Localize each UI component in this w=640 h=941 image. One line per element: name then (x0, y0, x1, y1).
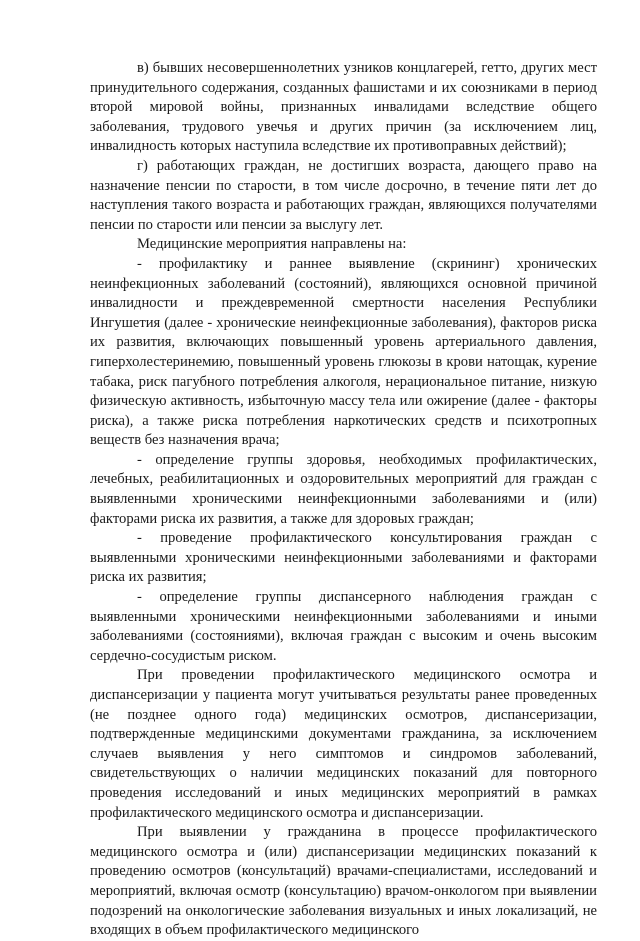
document-body (90, 59, 597, 941)
paragraph-item-v: в) бывших несовершеннолетних узников концлагерей, гетто, других мест принудительного содержания, созданных фашистами и их союзниками в период второй мировой войны, признанных инвалидами вследствие общего заболевания, трудового увечья и других причин (за исключением лиц, инвалидность которых наступила вследствие их противоправных действий); (90, 60, 597, 155)
paragraph-health-group: - определение группы здоровья, необходимых профилактических, лечебных, реабилитационных и оздоровительных мероприятий для граждан с выявленными хроническими неинфекционными заболеваниями и (или) факторами риска их развития, а также для здоровых граждан; (90, 451, 597, 527)
paragraph-item-g: г) работающих граждан, не достигших возраста, дающего право на назначение пенсии по старости, в том числе досрочно, в течение пяти лет до наступления такого возраста и работающих граждан, являющихся получателями пенсии по старости или пенсии за выслугу лет. (90, 157, 597, 233)
paragraph-measures-intro: Медицинские мероприятия направлены на: (137, 236, 407, 253)
paragraph-consulting: - проведение профилактического консультирования граждан с выявленными хроническими неинфекционными заболеваниями и факторами риска их развития; (90, 530, 597, 586)
paragraph-referral: При выявлении у гражданина в процессе профилактического медицинского осмотра и (или) диспансеризации медицинских показаний к проведению осмотров (консультаций) врачами-специалистами, исследований и мероприятий, включая осмотр (консультацию) врачом-онкологом при выявлении подозрений на онкологические заболевания визуальных и иных локализаций, не входящих в объем профилактического медицинского (90, 824, 597, 939)
paragraph-prevention-screening: - профилактику и раннее выявление (скрининг) хронических неинфекционных заболеваний (состояний), являющихся основной причиной инвалидности и преждевременной смертности населения Республики Ингушетия (далее - хронические неинфекционные заболевания), факторов риска их развития, включающих повышенный уровень артериального давления, гиперхолестеринемию, повышенный уровень глюкозы в крови натощак, курение табака, риск пагубного потребления алкоголя, нерациональное питание, низкую физическую активность, избыточную массу тела или ожирение (далее - факторы риска), а также риска потребления наркотических средств и психотропных веществ без назначения врача; (90, 255, 597, 449)
paragraph-previous-results: При проведении профилактического медицинского осмотра и диспансеризации у пациента могут учитываться результаты ранее проведенных (не позднее одного года) медицинских осмотров, диспансеризации, подтвержденные медицинскими документами гражданина, за исключением случаев выявления у него симптомов и синдромов заболеваний, свидетельствующих о наличии медицинских показаний для повторного проведения исследований и иных медицинских мероприятий в рамках профилактического медицинского осмотра и диспансеризации. (90, 667, 597, 821)
paragraph-dispensary-group: - определение группы диспансерного наблюдения граждан с выявленными хроническими неинфекционными заболеваниями и иными заболеваниями (состояниями), включая граждан с высоким и очень высоким сердечно-сосудистым риском. (90, 589, 597, 664)
